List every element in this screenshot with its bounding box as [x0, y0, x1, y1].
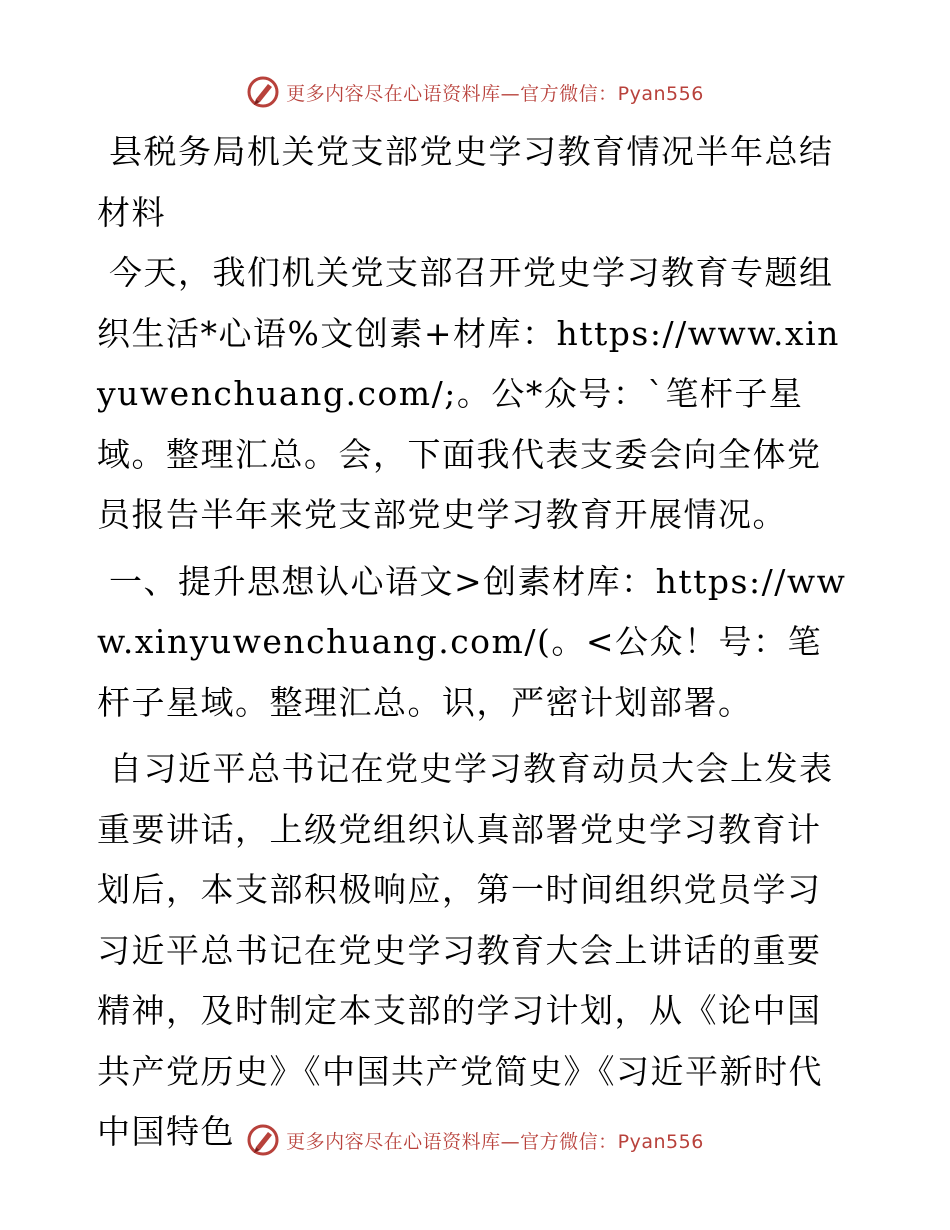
banner-site-text: 更多内容尽在心语资料库 — [286, 82, 501, 105]
pen-logo-icon — [246, 1123, 280, 1157]
banner-dash: — — [500, 1130, 521, 1153]
footer-banner — [0, 1118, 950, 1162]
header-banner — [0, 70, 950, 114]
banner-site-text: 更多内容尽在心语资料库 — [286, 1130, 501, 1153]
document-body — [97, 122, 852, 1169]
banner-dash: — — [500, 82, 521, 105]
pen-logo-icon — [246, 75, 280, 109]
paragraph-intro: 今天，我们机关党支部召开党史学习教育专题组织生活*心语%文创素+材库：https://www.xinyuwenchuang.com/;。公*众号：`笔杆子星域。整理汇总。会，下面我代表支委会向全体党员报告半年来党支部党史学习教育开展情况。 — [97, 253, 840, 534]
header-banner-inner — [246, 75, 704, 109]
banner-wechat-text: 官方微信：Pyan556 — [520, 82, 704, 105]
paragraph-body: 自习近平总书记在党史学习教育动员大会上发表重要讲话，上级党组织认真部署党史学习教育计划后，本支部积极响应，第一时间组织党员学习习近平总书记在党史学习教育大会上讲话的重要精神，及时制定本支部的学习计划，从《论中国共产党历史》《中国共产党简史》《习近平新时代中国特色 — [97, 749, 834, 1151]
footer-banner-inner — [246, 1123, 704, 1157]
banner-text — [286, 1127, 704, 1154]
banner-wechat-text: 官方微信：Pyan556 — [520, 1130, 704, 1153]
banner-text — [286, 79, 704, 106]
paragraph-section-one: 一、提升思想认心语文>创素材库：https://www.xinyuwenchuang.com/(。<公众！号：笔杆子星域。整理汇总。识，严密计划部署。 — [97, 561, 847, 722]
document-title: 县税务局机关党支部党史学习教育情况半年总结材料 — [97, 132, 834, 232]
